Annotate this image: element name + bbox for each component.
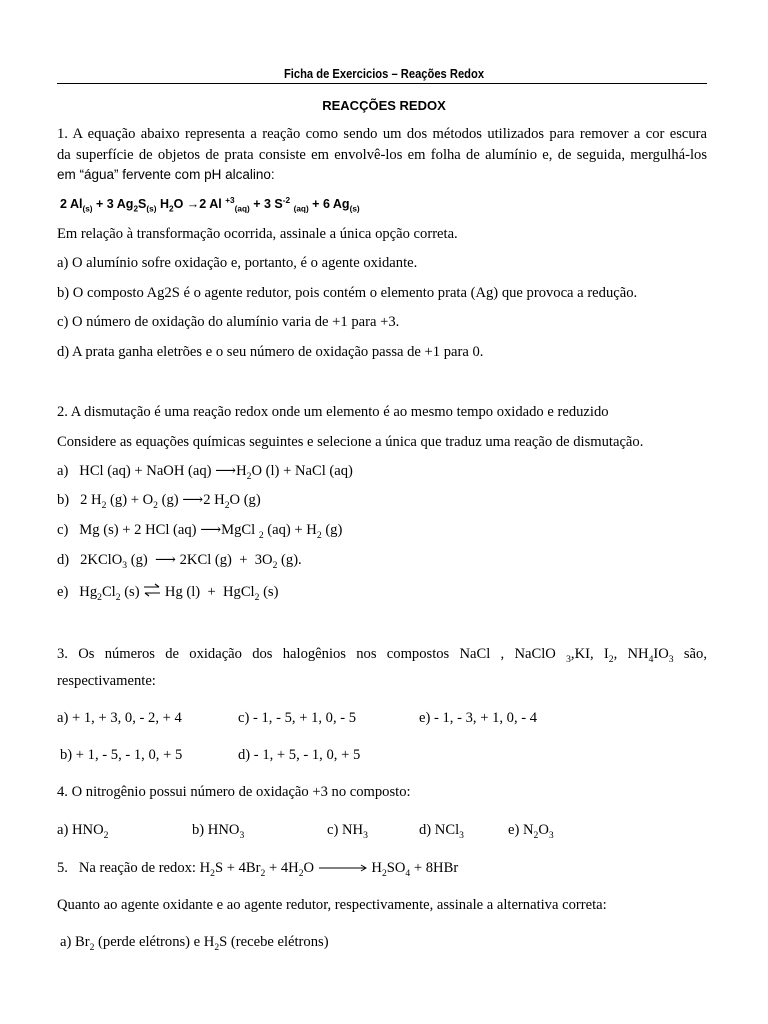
q2-option-d: d) 2KClO$_3$ (g) ⟶ 2KCl $(g) + 3O_2$ (g). <box>57 552 302 571</box>
header-rule <box>57 83 707 84</box>
q5-instruction: Quanto ao agente oxidante e ao agente redutor, respectivamente, assinale a alternativa correta: <box>57 897 607 913</box>
document-header-title: Ficha de Exercicios – Reações Redox <box>283 66 485 81</box>
q3-option-b: b) + 1, - 5, - 1, 0, + 5 <box>60 747 183 763</box>
reaction-arrow-icon <box>318 860 368 878</box>
q3-option-c: c) - 1, - 5, + 1, 0, - 5 <box>238 710 357 726</box>
q2-text-line-2: Considere as equações químicas seguintes e selecione a única que traduz uma reação de dismutação. <box>57 434 644 450</box>
q1-option-c: c) O número de oxidação do alumínio varia de +1 para +3. <box>57 314 400 330</box>
q1-instruction: Em relação à transformação ocorrida, assinale a única opção correta. <box>57 226 458 242</box>
q2-text-line-1: 2. A dismutação é uma reação redox onde um elemento é ao mesmo tempo oxidado e reduzido <box>57 404 609 420</box>
q1-option-b: b) O composto Ag2S é o agente redutor, pois contém o elemento prata (Ag) que provoca a redução. <box>57 285 638 301</box>
q4-option-c: c) $NH_3$ <box>327 822 368 841</box>
q2-option-c: c) Mg (s) + 2 HCl (aq) ⟶MgCl $_2$ $(aq) + H_2$ (g) <box>57 522 343 541</box>
q3-text-start: 3. Os números de oxidação dos halogênios nos compostos NaCl , NaClO <box>57 646 556 662</box>
q2-option-e: e) $Hg_2Cl_2$ (s) Hg (l) + HgCl$_2$ (s) <box>57 584 279 603</box>
q1-option-d: d) A prata ganha eletrões e o seu número de oxidação passa de +1 para 0. <box>57 344 484 360</box>
q4-option-b: b) $HNO_3$ <box>192 822 245 841</box>
q4-option-a: a) $HNO_2$ <box>57 822 109 841</box>
q3-option-e: e) - 1, - 3, + 1, 0, - 4 <box>419 710 538 726</box>
q1-text-line-2: da superfície de objetos de prata consiste em envolvê-los em folha de alumínio e, de seguida, mergulhá-los <box>57 147 707 163</box>
q5-text-line-1: 5. Na reação de redox: $H_2S + 4Br_2 + 4H_2O$ $H_2SO_4 + 8HBr$ <box>57 860 459 879</box>
q3-text-line-1: 3. Os números de oxidação dos halogênios nos compostos NaCl , NaClO $_3$,KI, $I_2$, $NH_4IO_3$ são, <box>57 646 707 665</box>
q2-option-a: a) HCl (aq) + NaOH (aq) $⟶H_2O$ (l) + NaCl (aq) <box>57 463 353 482</box>
section-title: REACÇÕES REDOX <box>322 98 446 113</box>
q1-text-line-3: em “água” fervente com pH alcalino: <box>57 167 275 182</box>
q4-option-d: d) NCl$_3$ <box>419 822 464 841</box>
q3-option-a: a) + 1, + 3, 0, - 2, + 4 <box>57 710 182 726</box>
equilibrium-arrow-icon <box>143 583 161 602</box>
q1-option-a: a) O alumínio sofre oxidação e, portanto, é o agente oxidante. <box>57 255 418 271</box>
q5-option-a: a) $Br_2$ (perde elétrons) e $H_2S$ (recebe elétrons) <box>60 934 329 953</box>
q3-option-d: d) - 1, + 5, - 1, 0, + 5 <box>238 747 361 763</box>
q3-text-line-2: respectivamente: <box>57 673 156 689</box>
q1-text-line-1: 1. A equação abaixo representa a reação como sendo um dos métodos utilizados para remover a cor escura <box>57 126 707 142</box>
q2-option-b: b) 2 $H_2$ $(g) + O_2$ (g) ⟶2 $H_2O$ (g) <box>57 492 261 511</box>
q1-equation: 2 $Al_{(s)} + 3$ $Ag_2S_{(s)}$ $H_2O \to 2$ Al $^{+3}_{(aq)}$ + 3 $S^{-2}$ $_{(aq)}$ + 6 $Ag_{(s)}$ <box>60 195 360 214</box>
q4-text-line-1: 4. O nitrogênio possui número de oxidação +3 no composto: <box>57 784 411 800</box>
q4-option-e: e) $N_2O_3$ <box>508 822 554 841</box>
